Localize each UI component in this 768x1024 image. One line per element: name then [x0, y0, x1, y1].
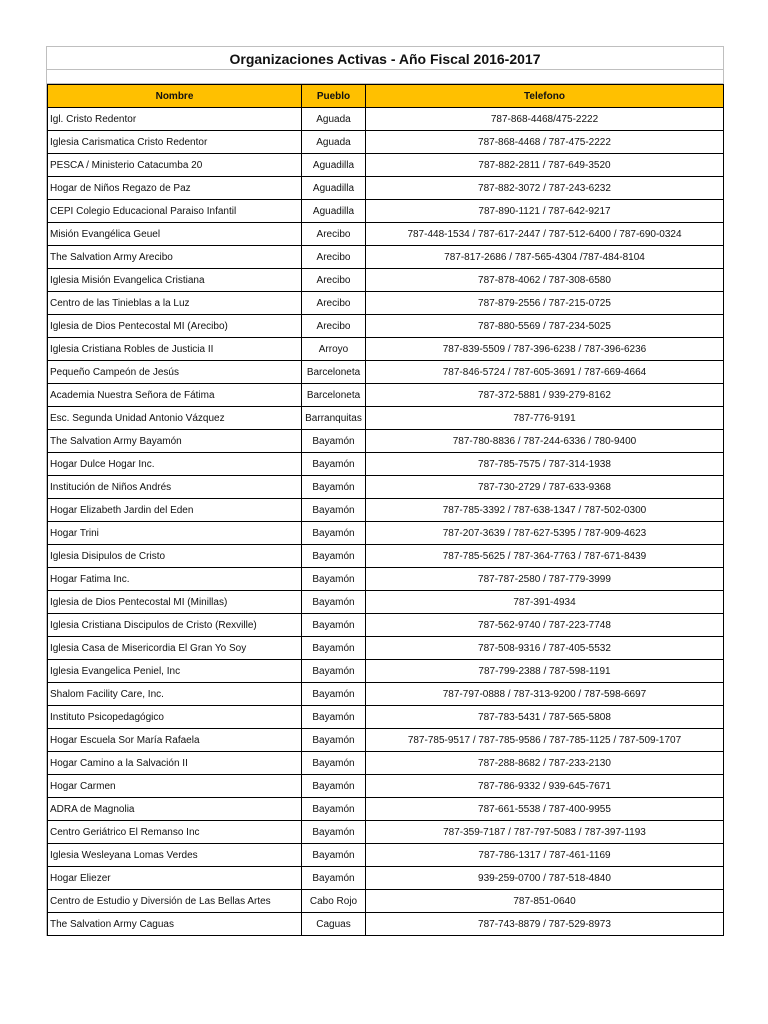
cell-nombre: Hogar Eliezer [48, 867, 302, 890]
cell-telefono: 787-868-4468/475-2222 [366, 108, 724, 131]
cell-nombre: Iglesia Misión Evangelica Cristiana [48, 269, 302, 292]
cell-telefono: 787-508-9316 / 787-405-5532 [366, 637, 724, 660]
cell-nombre: Centro de las Tinieblas a la Luz [48, 292, 302, 315]
table-row [48, 269, 724, 292]
cell-pueblo: Bayamón [302, 844, 366, 867]
cell-pueblo: Bayamón [302, 660, 366, 683]
table-row [48, 844, 724, 867]
table-row [48, 223, 724, 246]
cell-nombre: Hogar Trini [48, 522, 302, 545]
cell-telefono: 787-878-4062 / 787-308-6580 [366, 269, 724, 292]
cell-telefono: 787-780-8836 / 787-244-6336 / 780-9400 [366, 430, 724, 453]
cell-nombre: Hogar de Niños Regazo de Paz [48, 177, 302, 200]
cell-pueblo: Bayamón [302, 591, 366, 614]
cell-pueblo: Bayamón [302, 752, 366, 775]
cell-nombre: Iglesia Casa de Misericordia El Gran Yo Soy [48, 637, 302, 660]
cell-telefono: 787-743-8879 / 787-529-8973 [366, 913, 724, 936]
table-row [48, 154, 724, 177]
cell-telefono: 787-730-2729 / 787-633-9368 [366, 476, 724, 499]
cell-pueblo: Aguada [302, 131, 366, 154]
table-row [48, 614, 724, 637]
cell-telefono: 787-785-9517 / 787-785-9586 / 787-785-1125 / 787-509-1707 [366, 729, 724, 752]
cell-nombre: Hogar Fatima Inc. [48, 568, 302, 591]
cell-telefono: 787-562-9740 / 787-223-7748 [366, 614, 724, 637]
cell-telefono: 787-817-2686 / 787-565-4304 /787-484-8104 [366, 246, 724, 269]
cell-telefono: 787-391-4934 [366, 591, 724, 614]
cell-nombre: Iglesia Evangelica Peniel, Inc [48, 660, 302, 683]
cell-pueblo: Bayamón [302, 499, 366, 522]
cell-nombre: Instituto Psicopedagógico [48, 706, 302, 729]
cell-nombre: Esc. Segunda Unidad Antonio Vázquez [48, 407, 302, 430]
cell-pueblo: Arroyo [302, 338, 366, 361]
cell-telefono: 939-259-0700 / 787-518-4840 [366, 867, 724, 890]
cell-pueblo: Bayamón [302, 775, 366, 798]
cell-pueblo: Barceloneta [302, 384, 366, 407]
cell-nombre: Iglesia Cristiana Discipulos de Cristo (Rexville) [48, 614, 302, 637]
cell-telefono: 787-851-0640 [366, 890, 724, 913]
cell-pueblo: Bayamón [302, 430, 366, 453]
cell-pueblo: Aguada [302, 108, 366, 131]
cell-telefono: 787-783-5431 / 787-565-5808 [366, 706, 724, 729]
cell-telefono: 787-846-5724 / 787-605-3691 / 787-669-4664 [366, 361, 724, 384]
cell-telefono: 787-882-2811 / 787-649-3520 [366, 154, 724, 177]
cell-pueblo: Bayamón [302, 867, 366, 890]
cell-nombre: Iglesia de Dios Pentecostal MI (Arecibo) [48, 315, 302, 338]
sheet-title: Organizaciones Activas - Año Fiscal 2016-2017 [47, 46, 723, 70]
cell-nombre: Iglesia Wesleyana Lomas Verdes [48, 844, 302, 867]
cell-telefono: 787-785-7575 / 787-314-1938 [366, 453, 724, 476]
cell-nombre: Shalom Facility Care, Inc. [48, 683, 302, 706]
cell-nombre: Iglesia Cristiana Robles de Justicia II [48, 338, 302, 361]
spreadsheet [46, 46, 724, 936]
cell-nombre: The Salvation Army Bayamón [48, 430, 302, 453]
cell-pueblo: Bayamón [302, 729, 366, 752]
table-row [48, 384, 724, 407]
cell-pueblo: Aguadilla [302, 154, 366, 177]
cell-pueblo: Bayamón [302, 821, 366, 844]
cell-telefono: 787-359-7187 / 787-797-5083 / 787-397-1193 [366, 821, 724, 844]
cell-telefono: 787-868-4468 / 787-475-2222 [366, 131, 724, 154]
cell-telefono: 787-288-8682 / 787-233-2130 [366, 752, 724, 775]
cell-pueblo: Barceloneta [302, 361, 366, 384]
cell-telefono: 787-372-5881 / 939-279-8162 [366, 384, 724, 407]
cell-telefono: 787-797-0888 / 787-313-9200 / 787-598-6697 [366, 683, 724, 706]
cell-nombre: The Salvation Army Arecibo [48, 246, 302, 269]
table-row [48, 706, 724, 729]
cell-telefono: 787-882-3072 / 787-243-6232 [366, 177, 724, 200]
cell-nombre: CEPI Colegio Educacional Paraiso Infantil [48, 200, 302, 223]
table-row [48, 315, 724, 338]
table-row [48, 867, 724, 890]
cell-pueblo: Bayamón [302, 706, 366, 729]
organizations-table [47, 84, 724, 936]
cell-nombre: PESCA / Ministerio Catacumba 20 [48, 154, 302, 177]
cell-nombre: Misión Evangélica Geuel [48, 223, 302, 246]
cell-nombre: Centro Geriátrico El Remanso Inc [48, 821, 302, 844]
cell-pueblo: Aguadilla [302, 200, 366, 223]
table-row [48, 637, 724, 660]
cell-pueblo: Bayamón [302, 476, 366, 499]
cell-telefono: 787-786-9332 / 939-645-7671 [366, 775, 724, 798]
table-row [48, 200, 724, 223]
cell-nombre: Igl. Cristo Redentor [48, 108, 302, 131]
cell-telefono: 787-207-3639 / 787-627-5395 / 787-909-4623 [366, 522, 724, 545]
cell-nombre: The Salvation Army Caguas [48, 913, 302, 936]
cell-pueblo: Arecibo [302, 223, 366, 246]
cell-telefono: 787-786-1317 / 787-461-1169 [366, 844, 724, 867]
cell-nombre: Hogar Camino a la Salvación II [48, 752, 302, 775]
cell-pueblo: Arecibo [302, 292, 366, 315]
cell-nombre: Hogar Carmen [48, 775, 302, 798]
table-row [48, 798, 724, 821]
cell-pueblo: Bayamón [302, 637, 366, 660]
cell-telefono: 787-890-1121 / 787-642-9217 [366, 200, 724, 223]
cell-pueblo: Bayamón [302, 614, 366, 637]
cell-pueblo: Barranquitas [302, 407, 366, 430]
cell-pueblo: Arecibo [302, 315, 366, 338]
spacer-row [47, 70, 723, 84]
cell-pueblo: Caguas [302, 913, 366, 936]
cell-telefono: 787-661-5538 / 787-400-9955 [366, 798, 724, 821]
table-row [48, 729, 724, 752]
table-row [48, 407, 724, 430]
table-row [48, 752, 724, 775]
cell-pueblo: Bayamón [302, 798, 366, 821]
cell-nombre: Iglesia Carismatica Cristo Redentor [48, 131, 302, 154]
table-row [48, 568, 724, 591]
cell-pueblo: Arecibo [302, 269, 366, 292]
cell-pueblo: Arecibo [302, 246, 366, 269]
table-row [48, 913, 724, 936]
cell-nombre: Hogar Escuela Sor María Rafaela [48, 729, 302, 752]
table-row [48, 591, 724, 614]
table-row [48, 338, 724, 361]
cell-pueblo: Cabo Rojo [302, 890, 366, 913]
cell-nombre: Institución de Niños Andrés [48, 476, 302, 499]
table-row [48, 453, 724, 476]
table-row [48, 292, 724, 315]
table-row [48, 545, 724, 568]
table-row [48, 131, 724, 154]
cell-pueblo: Bayamón [302, 568, 366, 591]
cell-telefono: 787-879-2556 / 787-215-0725 [366, 292, 724, 315]
cell-pueblo: Bayamón [302, 522, 366, 545]
cell-telefono: 787-448-1534 / 787-617-2447 / 787-512-6400 / 787-690-0324 [366, 223, 724, 246]
table-row [48, 177, 724, 200]
cell-pueblo: Bayamón [302, 545, 366, 568]
table-row [48, 522, 724, 545]
cell-nombre: ADRA de Magnolia [48, 798, 302, 821]
cell-pueblo: Bayamón [302, 453, 366, 476]
cell-nombre: Iglesia Disipulos de Cristo [48, 545, 302, 568]
cell-nombre: Iglesia de Dios Pentecostal MI (Minillas) [48, 591, 302, 614]
cell-telefono: 787-785-3392 / 787-638-1347 / 787-502-0300 [366, 499, 724, 522]
cell-telefono: 787-785-5625 / 787-364-7763 / 787-671-8439 [366, 545, 724, 568]
header-pueblo: Pueblo [302, 85, 366, 108]
table-row [48, 476, 724, 499]
table-row [48, 660, 724, 683]
cell-pueblo: Aguadilla [302, 177, 366, 200]
cell-telefono: 787-799-2388 / 787-598-1191 [366, 660, 724, 683]
cell-telefono: 787-787-2580 / 787-779-3999 [366, 568, 724, 591]
cell-telefono: 787-839-5509 / 787-396-6238 / 787-396-6236 [366, 338, 724, 361]
cell-nombre: Pequeño Campeón de Jesús [48, 361, 302, 384]
table-row [48, 361, 724, 384]
table-row [48, 775, 724, 798]
cell-telefono: 787-776-9191 [366, 407, 724, 430]
table-row [48, 108, 724, 131]
table-row [48, 890, 724, 913]
cell-nombre: Hogar Elizabeth Jardin del Eden [48, 499, 302, 522]
cell-pueblo: Bayamón [302, 683, 366, 706]
table-row [48, 246, 724, 269]
header-nombre: Nombre [48, 85, 302, 108]
header-telefono: Telefono [366, 85, 724, 108]
cell-nombre: Hogar Dulce Hogar Inc. [48, 453, 302, 476]
table-row [48, 430, 724, 453]
cell-nombre: Centro de Estudio y Diversión de Las Bellas Artes [48, 890, 302, 913]
cell-telefono: 787-880-5569 / 787-234-5025 [366, 315, 724, 338]
header-row [48, 85, 724, 108]
table-row [48, 821, 724, 844]
table-row [48, 683, 724, 706]
table-row [48, 499, 724, 522]
cell-nombre: Academia Nuestra Señora de Fátima [48, 384, 302, 407]
